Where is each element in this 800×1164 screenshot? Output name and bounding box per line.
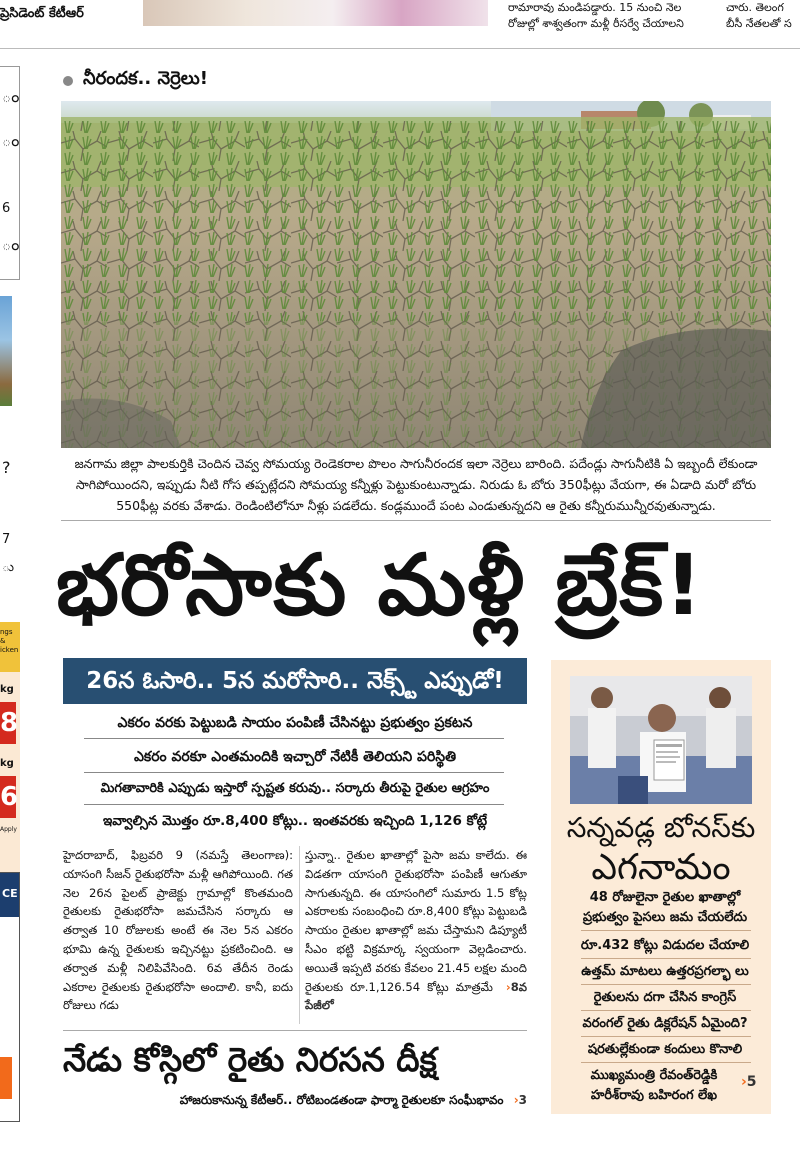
left-ad-apply: Apply <box>0 826 17 833</box>
sidebar-story <box>551 660 771 1114</box>
sidebar-divider <box>581 958 751 959</box>
dry-field-illustration <box>61 101 771 448</box>
left-ad-dark <box>0 872 20 1122</box>
caption-divider <box>61 520 771 521</box>
column-divider <box>299 846 300 1024</box>
top-right-line: బీసీ నేతలతో స <box>726 17 792 30</box>
bottom-subhead <box>63 1090 527 1110</box>
sidebar-item: రైతులను దగా చేసిన కాంగ్రెస్ <box>593 990 737 1005</box>
left-ad-dark-label: CE <box>0 873 19 917</box>
photo-kicker <box>63 68 208 93</box>
left-char: ? <box>2 458 11 477</box>
sidebar-photo <box>570 676 752 804</box>
bullet-icon <box>63 76 73 86</box>
point-divider <box>84 804 504 805</box>
left-ad-kg: kg <box>0 684 14 695</box>
highlight-point: ఎకరం వరకూ ఎంతమందికి ఇచ్చారో నేటికీ తెలియని పరిస్థితి <box>133 749 457 765</box>
sidebar-divider <box>581 1036 751 1037</box>
sidebar-headline-2: ఎగనామం <box>591 847 731 888</box>
top-strip <box>0 0 800 34</box>
top-mid-line: రోజుల్లో శాశ్వతంగా మళ్లీ రీసర్వే చేయాలని <box>508 17 684 30</box>
body-column-2-text: స్తున్నా.. రైతుల ఖాతాల్లో పైసా జమ కాలేదు. ఈ విడతగా యాసంగి రైతుభరోసా పంపిణీ ఆగుతూ సాగుతున్నది. ఈ యాసంగిలో సుమారు 1.5 కోట్ల ఎకరాలకు సంబంధించి రూ.8,400 కోట్లు పెట్టుబడి సాయం రైతుల ఖాతాల్లో జమ చేస్తామని డిప్యూటీ సీఎం భట్టి విక్రమార్క స్వయంగా వెల్లడించారు. అయితే ఇప్పటి వరకు కేవలం 21.45 లక్షల మంది రైతులకు రూ.1,126.54 కోట్లు మాత్రమే <box>305 848 527 994</box>
highlight-point: ఇవ్వాల్సిన మొత్తం రూ.8,400 కోట్లు.. ఇంతవరకు ఇచ్చింది 1,126 కోట్లే <box>102 813 488 829</box>
photo-caption: జనగామ జిల్లా పాలకుర్తికి చెందిన చెవ్వ సోమయ్య రెండెకరాల పొలం సాగునీరందక ఇలా నెర్రెలు బారింది. పదేండ్లు సాగునీటికి ఏ ఇబ్బందీ లేకుండా సాగిపోయిందని, ఇప్పుడు నీటి గోస తప్పట్లేదని సోమయ్య కన్నీళ్లు పెట్టుకుంటున్నాడు. నిరుడు ఓ బోరు 350ఫీట్లు వేయగా, ఈ ఏడాది మరో బోరు 550ఫీట్ల వరకు వేశాడు. రెండింటిలోనూ నీళ్లు పడలేదు. కండ్లముందే పంట ఎండుతున్నదని ఆ రైతు కన్నీరుమున్నీరవుతున్నాడు. <box>74 456 758 513</box>
sidebar-headline-1: సన్నవడ్ల బోనస్‌కు <box>566 811 756 844</box>
bottom-subhead-text: హాజరుకానున్న కేటీఆర్.. రోటిబండతండా ఫార్మా రైతులకూ సంఘీభావం <box>179 1093 504 1107</box>
chevron-right-icon: › <box>513 1093 519 1107</box>
left-box <box>0 66 20 280</box>
sidebar-divider <box>581 984 751 985</box>
sidebar-item: షరతుల్లేకుండా కందులు కొనాలి <box>587 1042 743 1057</box>
top-mid-text <box>508 0 720 32</box>
chevron-right-icon: › <box>505 979 511 994</box>
point-divider <box>84 738 504 739</box>
highlight-point: ఎకరం వరకు పెట్టుబడి సాయం పంపిణీ చేసినట్టు ప్రభుత్వం ప్రకటన <box>117 715 473 731</box>
left-ad-price: 6 <box>0 776 16 818</box>
press-meet-illustration <box>570 676 752 804</box>
chevron-right-icon: › <box>741 1074 747 1090</box>
sidebar-item: ఉత్తమ్ మాటలు ఉత్తరప్రగల్భా లు <box>581 964 749 979</box>
left-image <box>0 296 12 406</box>
left-char: ం <box>2 131 20 150</box>
bottom-ref-label: 3 <box>518 1093 527 1107</box>
sidebar-item: 48 రోజులైనా రైతుల ఖాతాల్లో ప్రభుత్వం పైసలు జమ చేయలేదు <box>582 890 748 925</box>
top-right-line: చారు. తెలంగ <box>726 1 784 14</box>
sidebar-item: ముఖ్యమంత్రి రేవంత్‌రెడ్డికి హరీశ్‌రావు బహిరంగ లేఖ <box>590 1068 718 1103</box>
continued-ref-label: 8వ పేజీలో <box>305 979 528 1013</box>
sidebar-ref[interactable] <box>741 1074 757 1090</box>
bottom-ref[interactable] <box>514 1093 527 1107</box>
bottom-headline: నేడు కోస్గిలో రైతు నిరసన దీక్ష <box>63 1040 437 1079</box>
left-partial-column <box>0 66 22 1126</box>
left-char: 7 <box>2 532 11 547</box>
left-char: ు <box>2 560 15 575</box>
left-char: ం <box>2 235 20 254</box>
left-ad-kg: kg <box>0 758 14 769</box>
top-divider <box>0 48 800 49</box>
left-char: 6 <box>2 201 11 216</box>
top-left-text: ప్రెసిడెంట్ కేటీఆర్ <box>0 6 84 21</box>
sidebar-divider <box>581 1010 751 1011</box>
sidebar-ref-label: 5 <box>746 1074 757 1090</box>
body-column-2 <box>305 846 527 1015</box>
sidebar-divider <box>581 930 751 931</box>
left-ad-price: 8 <box>0 702 16 744</box>
top-right-text <box>726 0 800 32</box>
body-column-1: హైదరాబాద్, ఫిబ్రవరి 9 (నమస్తే తెలంగాణ): యాసంగి సీజన్ రైతుభరోసా మళ్లీ ఆగిపోయింది. గత నెల 26న పైలట్ ప్రాజెక్టు గ్రామాల్లో కొంతమంది రైతులకు రైతుభరోసా జమచేసిన సర్కారు ఆ తర్వాత 10 రోజులకు అంటే ఈ నెల 5న ఎకరం భూమి ఉన్న రైతులకు ఇచ్చినట్టు ప్రకటించింది. ఆ తర్వాత మళ్లీ నిలిపివేసింది. 6వ తేదీన రెండు ఎకరాల రైతులకు రైతుభరోసా అందాలి. కానీ, ఐదు రోజులు గడు <box>63 848 293 1013</box>
main-headline: భరోసాకు మళ్లీ బ్రేక్! <box>56 536 704 634</box>
sidebar-item: రూ.432 కోట్లు విడుదల చేయాలి <box>580 938 750 953</box>
left-char: ం <box>2 87 20 106</box>
sidebar-divider <box>581 1062 751 1063</box>
left-ad-orange <box>0 1057 12 1099</box>
main-photo <box>61 101 771 448</box>
body-divider <box>63 1030 527 1031</box>
top-mid-line: రామారావు మండిపడ్డారు. 15 నుంచి నెల <box>508 1 682 14</box>
left-ad-header: ngs & icken <box>0 622 20 672</box>
point-divider <box>84 772 504 773</box>
sidebar-item: వరంగల్ రైతు డిక్లరేషన్ ఏమైంది? <box>582 1016 748 1031</box>
highlight-point: మిగతావారికి ఎప్పుడు ఇస్తారో స్పష్టత కరువు.. సర్కారు తీరుపై రైతుల ఆగ్రహం <box>100 781 490 796</box>
subhead-banner: 26న ఓసారి.. 5న మరోసారి.. నెక్స్ట్ ఎప్పుడో! <box>63 658 527 704</box>
top-photo <box>143 0 488 26</box>
kicker-text: నీరందక.. నెర్రెలు! <box>83 68 208 89</box>
